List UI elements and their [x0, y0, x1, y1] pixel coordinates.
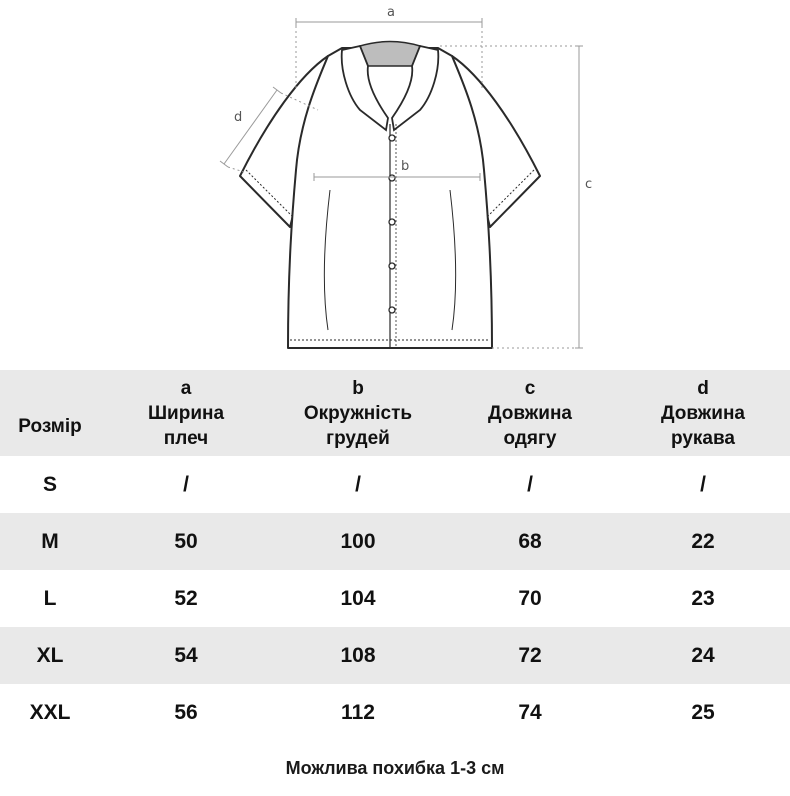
table-header-row [0, 370, 790, 456]
size-column-header: Розмір [18, 415, 82, 437]
value-cell-a: 50 [174, 529, 198, 553]
column-title-line2: одягу [503, 427, 557, 449]
column-title-line1: Довжина [661, 402, 745, 424]
size-table [0, 370, 790, 741]
column-letter: d [697, 377, 709, 399]
value-cell-b: 104 [340, 586, 376, 610]
size-cell: L [43, 586, 57, 610]
value-cell-c: 72 [518, 643, 542, 667]
value-cell-b: 112 [341, 700, 375, 724]
column-title-line1: Окружність [303, 402, 413, 424]
column-title-line2: грудей [326, 427, 390, 449]
value-cell-b: / [355, 472, 361, 496]
column-title-line1: Ширина [147, 402, 225, 424]
value-cell-a: 52 [174, 586, 198, 610]
value-cell-d: 23 [691, 586, 715, 610]
measurement-error-note: Можлива похибка 1-3 см [285, 758, 505, 778]
table-row-xxl [0, 684, 790, 741]
table-row-l [0, 570, 790, 627]
size-cell: S [42, 472, 57, 496]
column-letter: c [524, 377, 536, 399]
dimension-c-label: c [585, 177, 593, 192]
value-cell-a: 56 [174, 700, 198, 724]
size-cell: M [41, 529, 59, 553]
size-cell: XL [36, 643, 64, 667]
value-cell-d: 22 [691, 529, 715, 553]
column-header-c [444, 376, 616, 451]
value-cell-c: 68 [518, 529, 542, 553]
shirt-measurement-diagram [0, 0, 790, 362]
table-row-xl [0, 627, 790, 684]
column-title-line1: Довжина [488, 402, 572, 424]
table-row-m [0, 513, 790, 570]
column-title-line2: рукава [671, 427, 735, 449]
value-cell-d: 24 [691, 643, 715, 667]
dimension-b-label: b [401, 159, 410, 174]
column-letter: a [180, 377, 192, 399]
value-cell-a: / [183, 472, 189, 496]
size-cell: XXL [29, 700, 71, 724]
value-cell-b: 100 [340, 529, 376, 553]
table-row-s [0, 456, 790, 513]
column-header-b [272, 376, 444, 451]
value-cell-a: 54 [174, 643, 198, 667]
value-cell-d: 25 [691, 700, 715, 724]
value-cell-c: 74 [518, 700, 542, 724]
value-cell-c: / [527, 472, 533, 496]
dimension-a-label: a [387, 5, 395, 20]
column-header-a [100, 376, 272, 451]
dimension-d-label: d [234, 110, 243, 125]
collar-back [360, 42, 420, 67]
value-cell-c: 70 [518, 586, 542, 610]
value-cell-b: 108 [340, 643, 376, 667]
column-header-d [616, 376, 790, 451]
column-title-line2: плеч [163, 427, 209, 449]
value-cell-d: / [700, 472, 706, 496]
column-letter: b [352, 377, 364, 399]
